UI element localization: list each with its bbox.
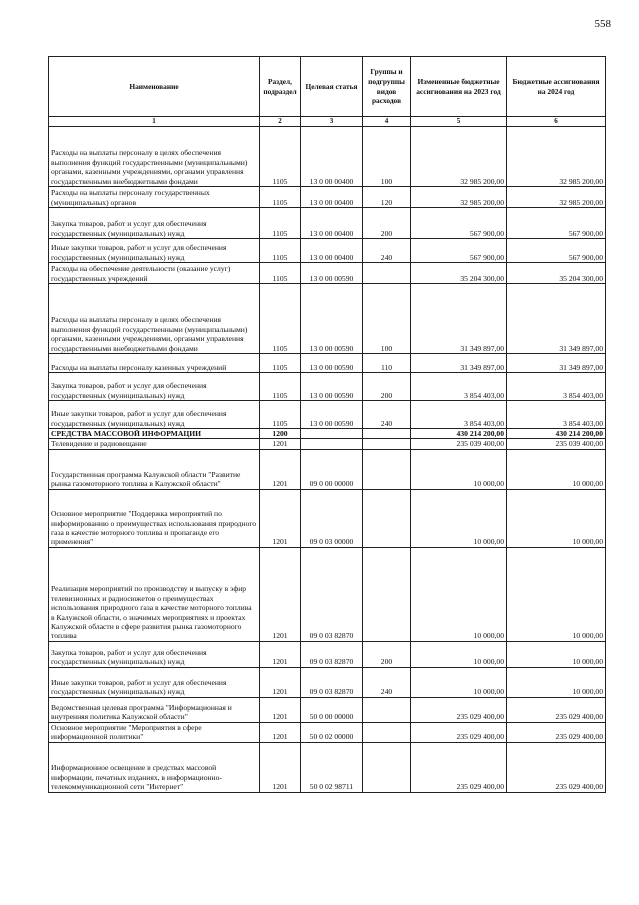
- row-name: Закупка товаров, работ и услуг для обеспечения государственных (муниципальных) нужд: [49, 208, 260, 239]
- row-value-2024: 430 214 200,00: [507, 429, 606, 439]
- table-row: [49, 547, 606, 641]
- row-value-2024: 10 000,00: [507, 641, 606, 667]
- row-value-2023: 10 000,00: [411, 449, 507, 489]
- row-section: 1201: [260, 449, 301, 489]
- row-value-2023: 235 029 400,00: [411, 697, 507, 722]
- row-target: [301, 429, 363, 439]
- column-number-row: [49, 117, 606, 127]
- row-name: Расходы на выплаты персоналу казенных учреждений: [49, 354, 260, 373]
- row-value-2024: 10 000,00: [507, 667, 606, 697]
- row-value-2023: 10 000,00: [411, 667, 507, 697]
- table-row: [49, 697, 606, 722]
- row-value-2024: 31 349 897,00: [507, 354, 606, 373]
- row-value-2023: 32 985 200,00: [411, 187, 507, 208]
- row-group: 200: [363, 641, 411, 667]
- table-row: [49, 373, 606, 401]
- row-value-2023: 567 900,00: [411, 239, 507, 263]
- table-row: [49, 187, 606, 208]
- row-name: Ведомственная целевая программа "Информационная и внутренняя политика Калужской области": [49, 697, 260, 722]
- table-row: [49, 449, 606, 489]
- row-group: 110: [363, 354, 411, 373]
- row-target: [301, 439, 363, 449]
- row-name: Основное мероприятие "Мероприятия в сфере информационной политики": [49, 722, 260, 742]
- row-value-2024: 235 039 400,00: [507, 439, 606, 449]
- header-name: Наименование: [49, 57, 260, 117]
- row-target: 09 0 03 82870: [301, 641, 363, 667]
- table-row: [49, 239, 606, 263]
- budget-table: [48, 56, 606, 793]
- row-target: 09 0 03 82870: [301, 547, 363, 641]
- table-row: [49, 641, 606, 667]
- row-name: Государственная программа Калужской области "Развитие рынка газомоторного топлива в Калужской области": [49, 449, 260, 489]
- row-section: 1105: [260, 354, 301, 373]
- row-value-2024: 567 900,00: [507, 208, 606, 239]
- row-group: 120: [363, 187, 411, 208]
- row-value-2023: 430 214 200,00: [411, 429, 507, 439]
- row-section: 1105: [260, 208, 301, 239]
- col-number: 5: [411, 117, 507, 127]
- row-value-2024: 10 000,00: [507, 489, 606, 547]
- row-value-2023: 235 039 400,00: [411, 439, 507, 449]
- row-value-2024: 3 854 403,00: [507, 401, 606, 429]
- row-section: 1105: [260, 187, 301, 208]
- col-number: 2: [260, 117, 301, 127]
- row-group: [363, 449, 411, 489]
- row-target: 13 0 00 00590: [301, 263, 363, 284]
- row-section: 1105: [260, 373, 301, 401]
- row-section: 1200: [260, 429, 301, 439]
- row-name: Иные закупки товаров, работ и услуг для обеспечения государственных (муниципальных) нужд: [49, 667, 260, 697]
- row-value-2024: 31 349 897,00: [507, 284, 606, 354]
- row-group: 100: [363, 127, 411, 187]
- row-name: Иные закупки товаров, работ и услуг для обеспечения государственных (муниципальных) нужд: [49, 239, 260, 263]
- table-row: [49, 489, 606, 547]
- row-target: 13 0 00 00400: [301, 127, 363, 187]
- header-2023: Измененные бюджетные ассигнования на 2023 год: [411, 57, 507, 117]
- row-group: [363, 547, 411, 641]
- row-name: Телевидение и радиовещание: [49, 439, 260, 449]
- row-name: Основное мероприятие "Поддержка мероприятий по информированию о преимуществах использования природного газа в качестве моторного топлива и пропаганде его применения": [49, 489, 260, 547]
- table-row: [49, 742, 606, 792]
- col-number: 4: [363, 117, 411, 127]
- row-value-2023: 3 854 403,00: [411, 373, 507, 401]
- row-name: Расходы на выплаты персоналу в целях обеспечения выполнения функций государственными (муниципальными) органами, казенными учреждениями, органами управления государственными внебюджетными фондами: [49, 127, 260, 187]
- row-value-2024: 32 985 200,00: [507, 187, 606, 208]
- row-group: [363, 742, 411, 792]
- header-row: [49, 57, 606, 117]
- row-section: 1201: [260, 742, 301, 792]
- col-number: 1: [49, 117, 260, 127]
- row-value-2024: 235 029 400,00: [507, 742, 606, 792]
- row-target: 50 0 02 98711: [301, 742, 363, 792]
- row-name: Иные закупки товаров, работ и услуг для обеспечения государственных (муниципальных) нужд: [49, 401, 260, 429]
- row-target: 09 0 00 00000: [301, 449, 363, 489]
- row-name: Реализация мероприятий по производству и выпуску в эфир телевизионных и радиосюжетов о преимуществах использования природного газа в качестве моторного топлива в Калужской области, о значимых мероприятиях и проектах Калужской области в сфере развития рынка газомоторного топлива: [49, 547, 260, 641]
- row-name: Расходы на обеспечение деятельности (оказание услуг) государственных учреждений: [49, 263, 260, 284]
- row-name: Расходы на выплаты персоналу в целях обеспечения выполнения функций государственными (муниципальными) органами, казенными учреждениями, органами управления государственными внебюджетными фондами: [49, 284, 260, 354]
- row-group: [363, 439, 411, 449]
- row-value-2023: 10 000,00: [411, 547, 507, 641]
- row-value-2023: 10 000,00: [411, 641, 507, 667]
- row-section: 1201: [260, 667, 301, 697]
- table-row: [49, 722, 606, 742]
- row-target: 09 0 03 82870: [301, 667, 363, 697]
- row-section: 1201: [260, 722, 301, 742]
- row-group: 240: [363, 667, 411, 697]
- table-row: [49, 127, 606, 187]
- header-2024: Бюджетные ассигнования на 2024 год: [507, 57, 606, 117]
- row-group: [363, 263, 411, 284]
- row-section: 1201: [260, 547, 301, 641]
- row-value-2024: 3 854 403,00: [507, 373, 606, 401]
- row-group: [363, 429, 411, 439]
- row-section: 1105: [260, 401, 301, 429]
- row-value-2024: 235 029 400,00: [507, 722, 606, 742]
- row-section: 1201: [260, 641, 301, 667]
- table-row: [49, 667, 606, 697]
- row-group: 200: [363, 373, 411, 401]
- row-group: 240: [363, 239, 411, 263]
- table-row: [49, 354, 606, 373]
- row-target: 13 0 00 00400: [301, 208, 363, 239]
- header-section: Раздел, подраздел: [260, 57, 301, 117]
- row-value-2024: 567 900,00: [507, 239, 606, 263]
- row-value-2023: 235 029 400,00: [411, 742, 507, 792]
- header-target: Целевая статья: [301, 57, 363, 117]
- row-target: 13 0 00 00590: [301, 284, 363, 354]
- row-group: 200: [363, 208, 411, 239]
- row-group: [363, 722, 411, 742]
- row-section: 1201: [260, 489, 301, 547]
- row-section: 1201: [260, 439, 301, 449]
- row-group: [363, 697, 411, 722]
- row-name: Информационное освещение в средствах массовой информации, печатных изданиях, в информационно-телекоммуникационной сети "Интернет": [49, 742, 260, 792]
- row-target: 13 0 00 00400: [301, 239, 363, 263]
- row-value-2023: 32 985 200,00: [411, 127, 507, 187]
- col-number: 6: [507, 117, 606, 127]
- row-target: 50 0 00 00000: [301, 697, 363, 722]
- row-value-2023: 3 854 403,00: [411, 401, 507, 429]
- row-value-2023: 31 349 897,00: [411, 284, 507, 354]
- header-group: Группы и подгруппы видов расходов: [363, 57, 411, 117]
- row-value-2023: 31 349 897,00: [411, 354, 507, 373]
- row-group: 240: [363, 401, 411, 429]
- page-number: 558: [594, 18, 611, 30]
- row-value-2024: 35 204 300,00: [507, 263, 606, 284]
- row-section: 1105: [260, 239, 301, 263]
- table-row: [49, 263, 606, 284]
- row-value-2023: 235 029 400,00: [411, 722, 507, 742]
- row-value-2024: 235 029 400,00: [507, 697, 606, 722]
- row-group: [363, 489, 411, 547]
- row-value-2024: 10 000,00: [507, 547, 606, 641]
- row-name: Расходы на выплаты персоналу государственных (муниципальных) органов: [49, 187, 260, 208]
- row-section: 1105: [260, 263, 301, 284]
- row-section: 1105: [260, 127, 301, 187]
- row-value-2024: 10 000,00: [507, 449, 606, 489]
- row-value-2023: 35 204 300,00: [411, 263, 507, 284]
- row-value-2023: 10 000,00: [411, 489, 507, 547]
- row-target: 50 0 02 00000: [301, 722, 363, 742]
- row-name: СРЕДСТВА МАССОВОЙ ИНФОРМАЦИИ: [49, 429, 260, 439]
- row-name: Закупка товаров, работ и услуг для обеспечения государственных (муниципальных) нужд: [49, 641, 260, 667]
- table-row: [49, 429, 606, 439]
- table-row: [49, 208, 606, 239]
- row-value-2023: 567 900,00: [411, 208, 507, 239]
- table-row: [49, 401, 606, 429]
- col-number: 3: [301, 117, 363, 127]
- row-target: 13 0 00 00590: [301, 401, 363, 429]
- row-group: 100: [363, 284, 411, 354]
- row-name: Закупка товаров, работ и услуг для обеспечения государственных (муниципальных) нужд: [49, 373, 260, 401]
- table-row: [49, 439, 606, 449]
- table-row: [49, 284, 606, 354]
- row-target: 13 0 00 00590: [301, 373, 363, 401]
- row-value-2024: 32 985 200,00: [507, 127, 606, 187]
- row-target: 09 0 03 00000: [301, 489, 363, 547]
- row-target: 13 0 00 00400: [301, 187, 363, 208]
- row-target: 13 0 00 00590: [301, 354, 363, 373]
- row-section: 1201: [260, 697, 301, 722]
- row-section: 1105: [260, 284, 301, 354]
